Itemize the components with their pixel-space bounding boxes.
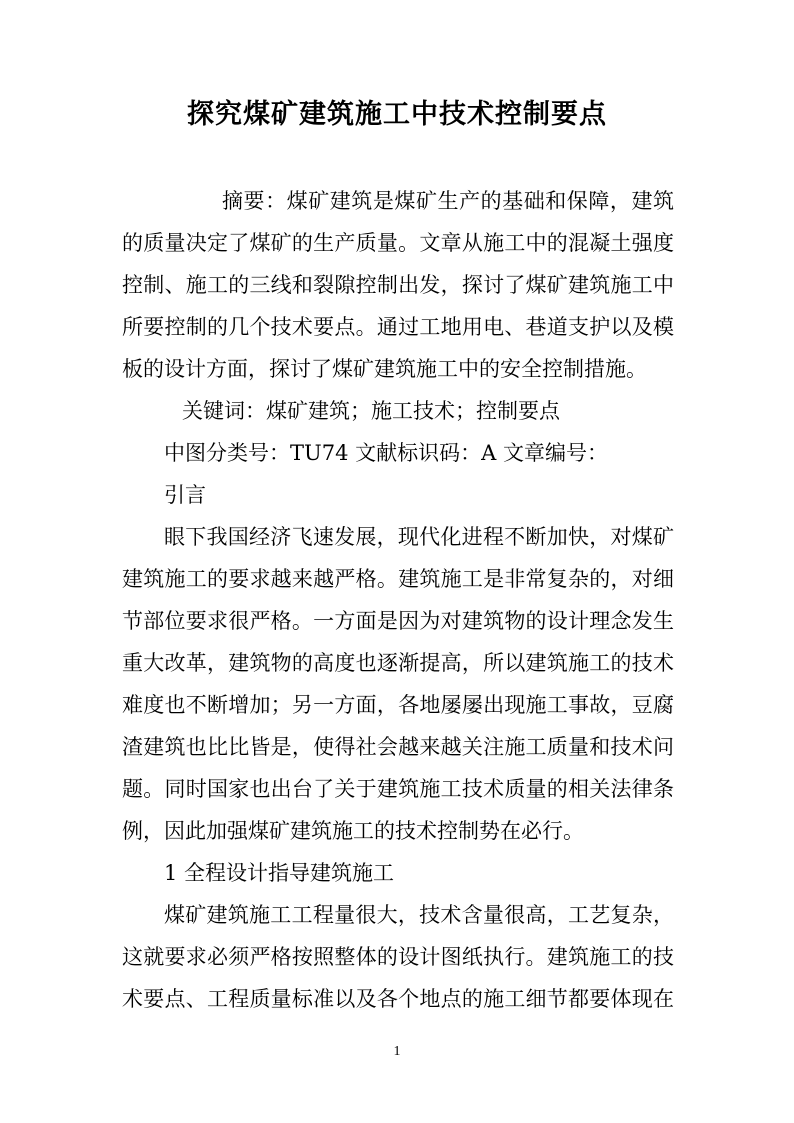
page-number: 1 xyxy=(393,1044,401,1059)
paragraph-line: 眼下我国经济飞速发展，现代化进程不断加快，对煤矿 xyxy=(164,525,674,549)
document-title: 探究煤矿建筑施工中技术控制要点 xyxy=(187,99,607,130)
abstract-line-2: 的质量决定了煤矿的生产质量。文章从施工中的混凝土强度 xyxy=(122,231,674,255)
keywords-line: 关键词：煤矿建筑；施工技术；控制要点 xyxy=(182,399,560,423)
abstract-line-5: 板的设计方面，探讨了煤矿建筑施工中的安全控制措施。 xyxy=(122,357,647,381)
paragraph-line: 例，因此加强煤矿建筑施工的技术控制势在必行。 xyxy=(122,819,584,843)
paragraph-line: 煤矿建筑施工工程量很大，技术含量很高，工艺复杂， xyxy=(164,903,674,927)
paragraph-line: 术要点、工程质量标准以及各个地点的施工细节都要体现在 xyxy=(122,987,674,1011)
paragraph-line: 重大改革，建筑物的高度也逐渐提高，所以建筑施工的技术 xyxy=(122,651,674,675)
abstract-line-1: 摘要：煤矿建筑是煤矿生产的基础和保障，建筑 xyxy=(222,189,674,213)
paragraph-line: 建筑施工的要求越来越严格。建筑施工是非常复杂的，对细 xyxy=(122,567,674,591)
section-heading-1: 1 全程设计指导建筑施工 xyxy=(164,861,395,885)
paragraph-line: 这就要求必须严格按照整体的设计图纸执行。建筑施工的技 xyxy=(122,945,674,969)
paragraph-line: 渣建筑也比比皆是，使得社会越来越关注施工质量和技术问 xyxy=(122,735,674,759)
classification-line: 中图分类号：TU74 文献标识码：A 文章编号： xyxy=(164,441,608,465)
abstract-line-3: 控制、施工的三线和裂隙控制出发，探讨了煤矿建筑施工中 xyxy=(122,273,674,297)
abstract-line-4: 所要控制的几个技术要点。通过工地用电、巷道支护以及模 xyxy=(122,315,674,339)
paragraph-line: 题。同时国家也出台了关于建筑施工技术质量的相关法律条 xyxy=(122,777,674,801)
section-heading-introduction: 引言 xyxy=(164,483,206,507)
paragraph-line: 节部位要求很严格。一方面是因为对建筑物的设计理念发生 xyxy=(122,609,674,633)
document-body xyxy=(122,180,674,1020)
paragraph-line: 难度也不断增加；另一方面，各地屡屡出现施工事故，豆腐 xyxy=(122,693,674,717)
